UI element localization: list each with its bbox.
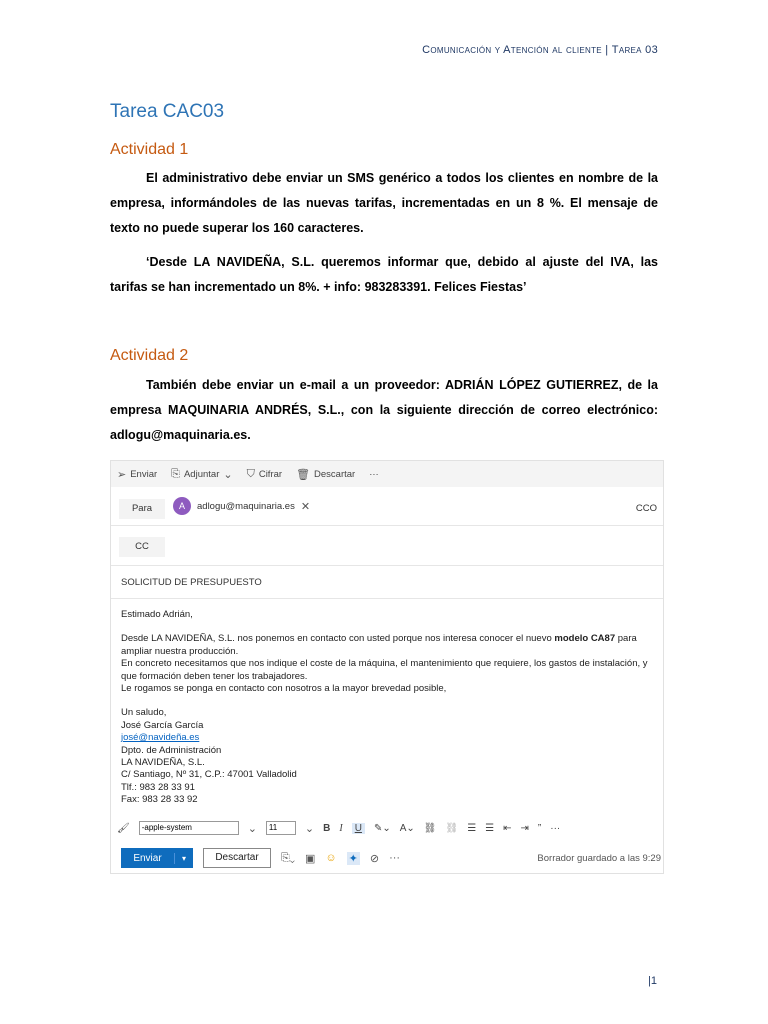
paperclip-icon: ⎘ [171, 467, 180, 480]
recipient-chip[interactable] [173, 497, 310, 515]
body-paragraph-3: Le rogamos se ponga en contacto con nosotros a la mayor brevedad posible, [121, 683, 447, 695]
body-paragraph-2: En concreto necesitamos que nos indique el coste de la máquina, el mantenimiento que requiere, los gastos de instalación, y que formación deben tener los trabajadores. [121, 658, 648, 682]
numbering-icon[interactable]: ☰ [485, 822, 495, 834]
sign-line-7: Tlf.: 983 28 33 91 [121, 781, 195, 793]
activity-2-heading: Actividad 2 [110, 347, 189, 364]
header-separator: | [605, 44, 609, 56]
emoji-icon[interactable]: ☺ [325, 852, 337, 864]
sign-line-4: Dpto. de Administración [121, 744, 222, 756]
chevron-down-icon[interactable]: ⌄ [304, 822, 315, 835]
toolbar-attach[interactable]: ⎘ Adjuntar ⌄ [171, 467, 233, 481]
discard-button[interactable]: Descartar [203, 848, 271, 868]
greeting: Estimado Adrián, [121, 609, 193, 620]
highlight-icon[interactable]: ✎⌄ [373, 822, 391, 834]
activity-1-heading: Actividad 1 [110, 141, 189, 158]
shield-icon: ⛉ [246, 467, 255, 480]
sign-line-6: C/ Santiago, Nº 31, C.P.: 47001 Valladolid [121, 769, 297, 781]
trash-icon: 🗑 [296, 468, 311, 481]
bullets-icon[interactable]: ☰ [467, 822, 477, 834]
sign-line-8: Fax: 983 28 33 92 [121, 794, 198, 806]
to-button[interactable]: Para [119, 499, 165, 519]
font-size-select[interactable]: 11 [266, 821, 296, 835]
paperclip-icon[interactable]: ⎘⌄ [281, 851, 295, 864]
to-row [111, 493, 663, 523]
sign-line-5: LA NAVIDEÑA, S.L. [121, 757, 205, 769]
avatar: A [173, 497, 191, 515]
subject-field[interactable]: SOLICITUD DE PRESUPUESTO [121, 577, 262, 588]
chevron-down-icon[interactable]: ⌄ [247, 822, 257, 835]
quote-icon[interactable]: ” [537, 822, 542, 834]
body-paragraph-1: Desde LA NAVIDEÑA, S.L. nos ponemos en contacto con usted porque nos interesa conocer el nuevo modelo CA87 para ampliar nuestra producción. [121, 633, 637, 657]
link-icon[interactable]: ⛓ [423, 822, 437, 834]
divider [111, 565, 663, 566]
cc-row [111, 531, 663, 561]
chevron-down-icon[interactable]: ▾ [181, 853, 186, 863]
email-compose-screenshot [110, 460, 664, 874]
sign-line-1: Un saludo, [121, 707, 167, 719]
image-icon[interactable]: ▣ [305, 852, 316, 865]
header-task: Tarea 03 [611, 44, 658, 56]
activity-2-paragraph: También debe enviar un e-mail a un proveedor: ADRIÁN LÓPEZ GUTIERREZ, de la empresa MAQUINARIA ANDRÉS, S.L., con la siguiente dirección de correo electrónico: adlogu@maquinaria.es. [110, 378, 658, 442]
send-icon: ➢ [117, 468, 127, 481]
toolbar-discard[interactable]: 🗑 Descartar [296, 468, 356, 481]
compose-footer [121, 847, 661, 869]
toolbar-send[interactable]: ➢ Enviar [117, 468, 158, 481]
divider [111, 525, 663, 526]
saved-status: Borrador guardado a las 9:29 [537, 852, 661, 864]
compose-toolbar [111, 461, 663, 487]
sign-line-2: José García García [121, 719, 204, 731]
activity-1-paragraph: El administrativo debe enviar un SMS genérico a todos los clientes en nombre de la empresa, informándoles de las nuevas tarifas, incrementadas en un 8 %. El mensaje de texto no puede superar los 160 caracteres. [110, 171, 658, 235]
cc-button[interactable]: CC [119, 537, 165, 557]
indent-icon[interactable]: ⇥ [520, 822, 529, 834]
toolbar-encrypt[interactable]: ⛉ Cifrar [246, 467, 283, 480]
sign-email-link[interactable]: josé@navideña.es [121, 732, 200, 744]
email-body[interactable] [121, 609, 656, 807]
divider [111, 598, 663, 599]
font-name-select[interactable]: -apple-system [139, 821, 239, 835]
close-icon[interactable]: ✕ [300, 500, 311, 513]
underline-icon[interactable]: U [352, 823, 365, 834]
recipient-address: adlogu@maquinaria.es [197, 500, 295, 512]
format-toolbar [117, 817, 560, 839]
toolbar-more[interactable]: ··· [369, 468, 379, 480]
italic-icon[interactable]: I [339, 822, 343, 834]
send-button[interactable]: Enviar ▾ [121, 848, 193, 868]
more-icon[interactable]: ··· [389, 852, 401, 864]
outdent-icon[interactable]: ⇤ [503, 822, 512, 834]
format-painter-icon[interactable]: 🖌 [117, 822, 130, 834]
unlink-icon[interactable]: ⛓ [445, 822, 459, 834]
page-title: Tarea CAC03 [110, 101, 225, 122]
bcc-button[interactable]: CCO [635, 503, 657, 514]
font-color-icon[interactable]: A⌄ [399, 822, 415, 834]
header-course: Comunicación y Atención al cliente [422, 44, 602, 56]
page-header [422, 44, 658, 56]
more-icon[interactable]: ··· [550, 822, 561, 834]
page-number: |1 [648, 975, 657, 987]
loop-icon[interactable]: ⊘ [369, 852, 380, 865]
editor-icon[interactable]: ✦ [348, 852, 358, 865]
chevron-down-icon: ⌄ [223, 468, 233, 481]
sms-message: ‘Desde LA NAVIDEÑA, S.L. queremos informar que, debido al ajuste del IVA, las tarifas se han incrementado un 8%. + info: 983283391. Felices Fiestas’ [110, 255, 658, 294]
bold-icon[interactable]: B [323, 822, 331, 834]
